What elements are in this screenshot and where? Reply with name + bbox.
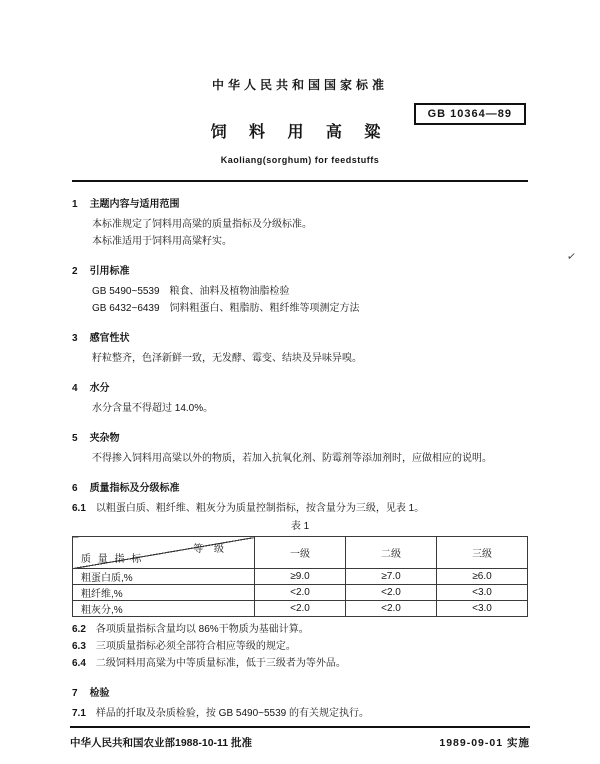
section-title: 检验 — [89, 688, 110, 699]
clause-number: 6.1 — [72, 503, 86, 514]
section-number: 2 — [72, 266, 78, 277]
standard-number: GB 10364—89 — [427, 108, 512, 120]
section-inspection — [72, 687, 528, 721]
standard-type-heading: 中华人民共和国国家标准 — [211, 78, 388, 92]
document-footer — [70, 726, 530, 750]
column-header-grade3: 三级 — [437, 537, 528, 569]
section-title: 引用标准 — [89, 266, 130, 277]
clause-text: 二级饲料用高粱为中等质量标准，低于三级者为等外品。 — [95, 658, 346, 669]
section-heading — [72, 332, 528, 346]
standard-number-box — [414, 103, 526, 125]
clause-number: 6.2 — [72, 624, 86, 635]
cell-value: <2.0 — [255, 601, 346, 617]
table-caption: 表 1 — [290, 521, 310, 532]
section-number: 3 — [72, 333, 78, 344]
row-label: 粗蛋白质,% — [73, 569, 255, 585]
section-heading — [72, 687, 528, 701]
section-title: 质量指标及分级标准 — [89, 483, 180, 494]
cell-value: <2.0 — [346, 585, 437, 601]
paragraph: 籽粒整齐，色泽新鲜一致，无发酵、霉变、结块及异味异嗅。 — [92, 353, 362, 364]
clause-7-1 — [72, 707, 528, 721]
section-quality-grading — [72, 482, 528, 671]
section-heading — [72, 265, 528, 279]
clause-text: 三项质量指标必须全部符合相应等级的规定。 — [95, 641, 296, 652]
paragraph: 不得掺入饲料用高粱以外的物质，若加入抗氧化剂、防霉剂等添加剂时，应做相应的说明。 — [92, 453, 492, 464]
cell-value: ≥6.0 — [437, 569, 528, 585]
section-title: 夹杂物 — [89, 433, 120, 444]
cell-value: <3.0 — [437, 601, 528, 617]
header-divider — [72, 180, 528, 182]
row-label: 粗纤维,% — [73, 585, 255, 601]
cell-value: <2.0 — [255, 585, 346, 601]
table-row-crude-ash — [73, 601, 528, 617]
section-heading — [72, 198, 528, 212]
section-heading — [72, 432, 528, 446]
section-number: 7 — [72, 688, 78, 699]
corner-label-quality-index: 质 量 指 标 — [81, 554, 144, 565]
cell-value: <3.0 — [437, 585, 528, 601]
clause-6-4 — [72, 657, 528, 671]
section-title: 水分 — [89, 383, 110, 394]
clause-number: 6.4 — [72, 658, 86, 669]
section-number: 6 — [72, 483, 78, 494]
section-moisture — [72, 382, 528, 416]
paragraph: 本标准规定了饲料用高粱的质量指标及分级标准。 — [92, 219, 312, 230]
clause-6-3 — [72, 640, 528, 654]
cell-value: ≥7.0 — [346, 569, 437, 585]
document-title: 饲 料 用 高 粱 — [210, 124, 390, 141]
clause-number: 6.3 — [72, 641, 86, 652]
section-heading — [72, 482, 528, 496]
stray-pen-mark: ✓ — [565, 250, 577, 264]
cell-value: ≥9.0 — [255, 569, 346, 585]
clause-text: 各项质量指标含量均以 86%干物质为基础计算。 — [95, 624, 309, 635]
clause-number: 7.1 — [72, 708, 86, 719]
column-header-grade1: 一级 — [255, 537, 346, 569]
clause-text: 以粗蛋白质、粗纤维、粗灰分为质量控制指标，按含量分为三级，见表 1。 — [95, 503, 425, 514]
section-number: 1 — [72, 199, 78, 210]
paragraph: 本标准适用于饲料用高粱籽实。 — [92, 236, 232, 247]
section-heading — [72, 382, 528, 396]
section-title: 感官性状 — [89, 333, 130, 344]
implementation-date: 1989-09-01 实施 — [439, 737, 530, 749]
section-number: 4 — [72, 383, 78, 394]
section-references — [72, 265, 528, 316]
clause-6-1 — [72, 502, 528, 516]
section-sensory — [72, 332, 528, 366]
clause-text: 样品的扦取及杂质检验，按 GB 5490~5539 的有关规定执行。 — [95, 708, 370, 719]
section-title: 主题内容与适用范围 — [89, 199, 180, 210]
reference-item: GB 5490~5539 粮食、油料及植物油脂检验 — [92, 286, 290, 297]
section-number: 5 — [72, 433, 78, 444]
paragraph: 水分含量不得超过 14.0%。 — [92, 403, 214, 414]
section-impurities — [72, 432, 528, 466]
cell-value: <2.0 — [346, 601, 437, 617]
column-header-grade2: 二级 — [346, 537, 437, 569]
row-label: 粗灰分,% — [73, 601, 255, 617]
table-header-row — [73, 537, 528, 569]
table-row-crude-protein — [73, 569, 528, 585]
reference-item: GB 6432~6439 饲料粗蛋白、粗脂肪、粗纤维等项测定方法 — [92, 303, 360, 314]
table-corner-cell — [73, 537, 255, 569]
grade-table — [72, 536, 528, 617]
table-row-crude-fiber — [73, 585, 528, 601]
clause-6-2 — [72, 623, 528, 637]
document-title-english: Kaoliang(sorghum) for feedstuffs — [220, 155, 380, 165]
approval-note: 中华人民共和国农业部1988-10-11 批准 — [70, 737, 253, 749]
corner-label-grade: 等 级 — [193, 544, 228, 555]
section-scope — [72, 198, 528, 249]
